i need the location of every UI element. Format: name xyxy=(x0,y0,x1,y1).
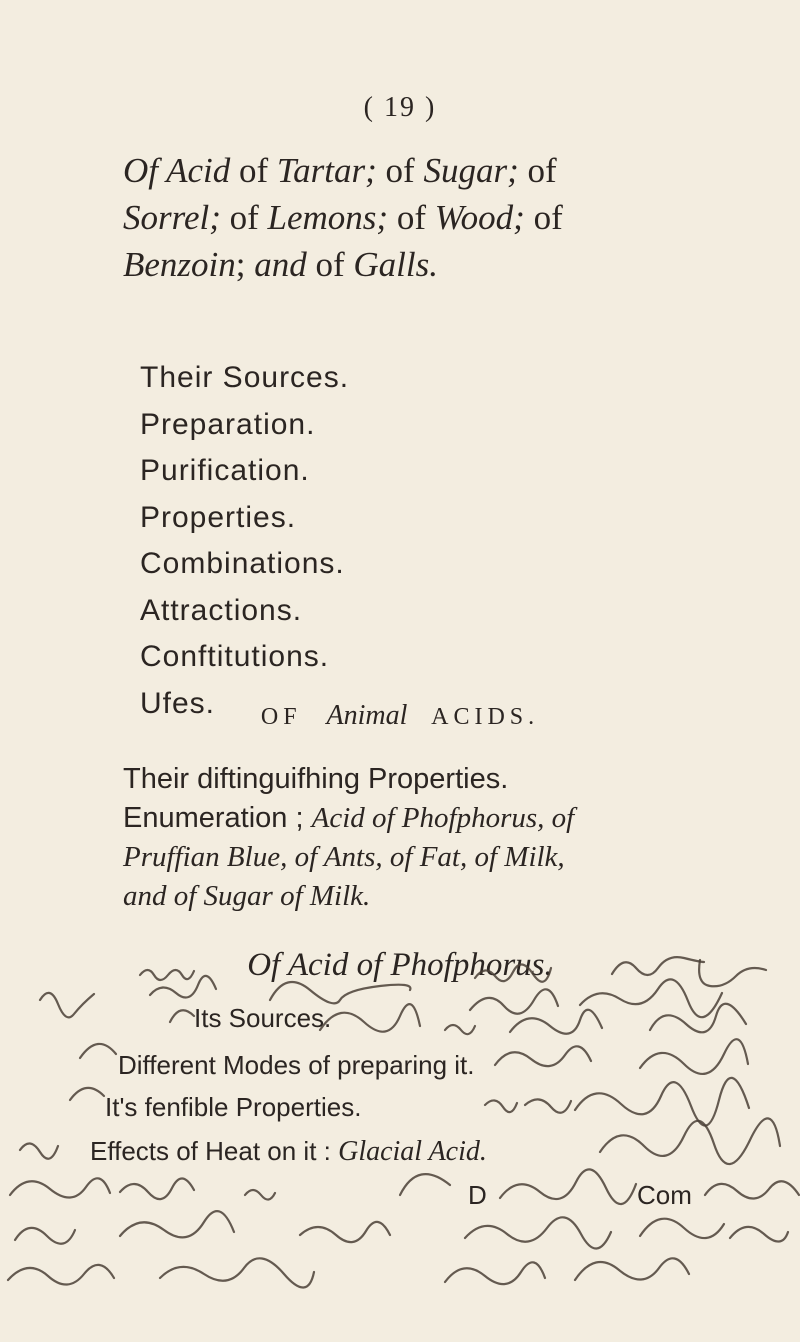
heading-part: Wood; xyxy=(434,198,525,237)
handwriting-stroke xyxy=(640,1039,748,1074)
handwriting-stroke xyxy=(15,1228,75,1244)
para-line: Enumeration ; xyxy=(123,802,312,834)
heading-part: of xyxy=(230,151,277,190)
handwriting-stroke xyxy=(705,1181,799,1198)
heading-part: of xyxy=(518,151,557,190)
heading-part: of xyxy=(524,198,563,237)
handwriting-stroke xyxy=(40,993,94,1017)
handwriting-stroke xyxy=(600,1118,780,1164)
phosphorus-d: D xyxy=(468,1180,487,1210)
phosphorus-modes: Different Modes of preparing it. xyxy=(118,1050,475,1080)
handwriting-stroke xyxy=(470,989,558,1013)
handwriting-stroke xyxy=(445,1262,545,1284)
para-line: Pruffian Blue, of Ants, of Fat, of Milk, xyxy=(123,841,565,873)
heading-part: Sorrel; xyxy=(123,198,221,237)
heading-part: and xyxy=(254,245,307,284)
handwriting-stroke xyxy=(170,1010,194,1022)
handwriting-stroke xyxy=(525,1099,571,1112)
phosphorus-sources: Its Sources. xyxy=(194,1003,332,1033)
animal-heading-word: Animal xyxy=(326,700,408,731)
section-heading xyxy=(123,147,743,288)
heading-part: Tartar; xyxy=(276,151,377,190)
handwriting-stroke xyxy=(400,1174,450,1195)
handwriting-stroke xyxy=(120,1211,234,1237)
handwriting-stroke xyxy=(650,1004,746,1033)
handwriting-stroke xyxy=(80,1044,116,1058)
heading-part: Of xyxy=(123,151,167,190)
handwriting-stroke xyxy=(320,1004,420,1032)
handwriting-stroke xyxy=(245,1190,275,1200)
handwriting-stroke xyxy=(70,1088,104,1100)
handwriting-stroke xyxy=(465,1217,611,1248)
handwriting-stroke xyxy=(485,1100,517,1112)
effects-italic: Glacial Acid. xyxy=(338,1136,487,1167)
animal-acids-heading xyxy=(0,700,800,732)
handwriting-stroke xyxy=(500,1169,636,1204)
topic-item: Conftitutions. xyxy=(140,640,330,673)
heading-part: of xyxy=(376,151,424,190)
handwriting-stroke xyxy=(160,1258,314,1287)
animal-heading-acids: ACIDS. xyxy=(431,704,540,730)
handwriting-stroke xyxy=(580,979,722,1017)
handwriting-stroke xyxy=(445,1025,475,1034)
topic-list xyxy=(140,355,349,727)
topic-item: Combinations. xyxy=(140,547,345,580)
topic-item: Their Sources. xyxy=(140,361,350,394)
animal-acids-paragraph xyxy=(123,760,763,916)
para-line: Acid of Phofphorus, of xyxy=(311,802,575,834)
handwriting-stroke xyxy=(10,1178,110,1197)
phosphorus-comp: Com xyxy=(637,1180,692,1210)
topic-item: Attractions. xyxy=(140,593,303,627)
handwriting-stroke xyxy=(270,982,410,1003)
handwriting-stroke xyxy=(640,1219,724,1238)
topic-item: Properties. xyxy=(140,500,297,534)
para-line: and of Sugar of Milk. xyxy=(123,880,371,912)
heading-part: ; xyxy=(235,245,255,284)
heading-part: Benzoin xyxy=(123,245,236,284)
phosphorus-heading: Of Acid of Phofphorus. xyxy=(247,947,553,983)
para-line: Their diftinguifhing Properties. xyxy=(123,763,509,795)
topic-item: Preparation. xyxy=(140,407,316,441)
heading-part: of xyxy=(306,245,354,284)
handwriting-stroke xyxy=(575,1078,749,1126)
phosphorus-effects xyxy=(90,1136,487,1168)
handwriting-stroke xyxy=(20,1143,58,1158)
handwriting-stroke xyxy=(730,1227,788,1242)
heading-part: Acid xyxy=(166,151,231,190)
topic-item: Purification. xyxy=(140,454,310,487)
handwriting-stroke xyxy=(575,1258,689,1280)
handwriting-stroke xyxy=(495,1046,591,1066)
animal-heading-of: OF xyxy=(260,704,302,730)
phosphorus-properties: It's fenfible Properties. xyxy=(105,1092,362,1122)
page-number: ( 19 ) xyxy=(363,92,437,123)
effects-text: Effects of Heat on it : xyxy=(90,1136,339,1166)
heading-part: Sugar; xyxy=(423,151,519,190)
handwriting-stroke xyxy=(300,1222,390,1242)
topic-item: Ufes. xyxy=(140,686,216,720)
heading-part: of xyxy=(388,198,435,237)
heading-part: Galls. xyxy=(353,245,439,284)
handwriting-stroke xyxy=(510,1010,602,1034)
handwriting-stroke xyxy=(8,1265,114,1285)
handwriting-stroke xyxy=(120,1178,194,1199)
heading-part: of xyxy=(220,198,268,237)
heading-part: Lemons; xyxy=(267,198,389,237)
